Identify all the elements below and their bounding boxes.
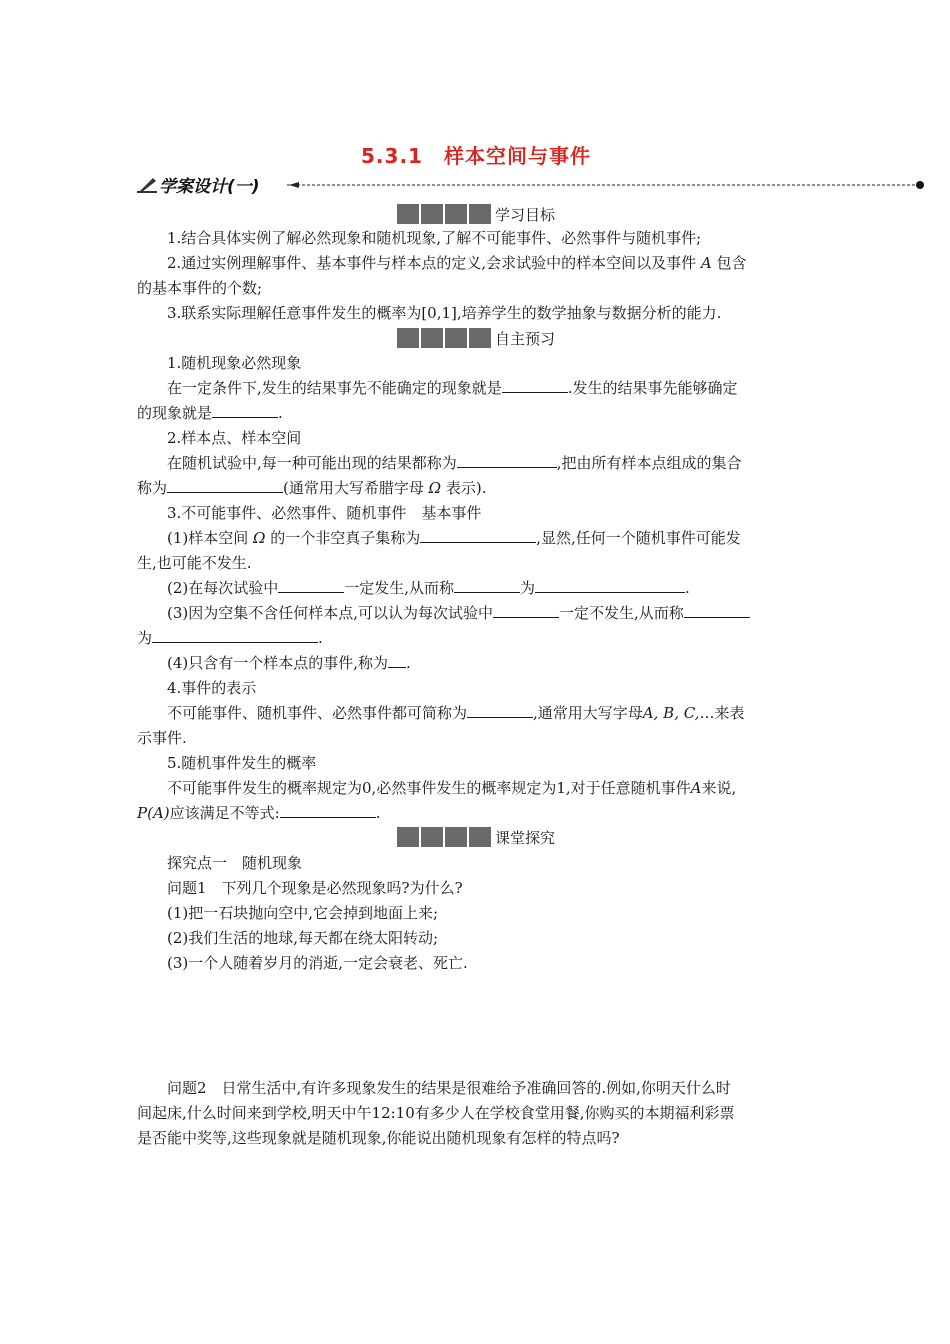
preview-para-1-cont: 的现象就是 . [137, 404, 283, 422]
answer-blank[interactable] [278, 577, 344, 593]
preview-para-3: (1)样本空间 Ω 的一个非空真子集称为 ,显然,任何一个随机事件可能发 [167, 529, 741, 547]
answer-blank[interactable] [502, 377, 568, 393]
question-2-cont: 是否能中奖等,这些现象就是随机现象,你能说出随机现象有怎样的特点吗? [137, 1129, 620, 1147]
answer-blank[interactable] [454, 577, 520, 593]
answer-blank[interactable] [212, 402, 278, 418]
preview-para-7-cont: 示事件. [137, 729, 187, 747]
preview-para-2-cont: 称为 (通常用大写希腊字母 Ω 表示). [137, 479, 487, 497]
section-blocks [397, 827, 493, 847]
preview-para-1: 在一定条件下,发生的结果事先不能确定的现象就是 .发生的结果事先能够确定 [167, 379, 738, 397]
preview-para-8-cont: P(A)应该满足不等式: . [137, 804, 381, 822]
pencil-icon [137, 174, 157, 194]
section-goals [137, 203, 815, 225]
goal-1: 1.结合具体实例了解必然现象和随机现象,了解不可能事件、必然事件与随机事件; [167, 229, 702, 247]
section-goals-label: 学习目标 [494, 205, 555, 224]
answer-blank[interactable] [388, 652, 406, 668]
answer-blank[interactable] [420, 527, 536, 543]
answer-blank[interactable] [493, 602, 559, 618]
explore-point-1: 探究点一 随机现象 [167, 854, 303, 872]
preview-para-7: 不可能事件、随机事件、必然事件都可简称为 ,通常用大写字母A, B, C,…来表 [167, 704, 745, 722]
goal-2-cont: 的基本事件的个数; [137, 279, 263, 297]
answer-blank[interactable] [457, 452, 557, 468]
question-1-item-3: (3)一个人随着岁月的消逝,一定会衰老、死亡. [167, 954, 468, 972]
dotted-arrow-line [287, 180, 927, 190]
question-1-item-1: (1)把一石块抛向空中,它会掉到地面上来; [167, 904, 439, 922]
preview-para-5-cont: 为 . [137, 629, 323, 647]
section-preview [137, 327, 815, 349]
preview-para-6: (4)只含有一个样本点的事件,称为 . [167, 654, 411, 672]
question-2-cont: 间起床,什么时间来到学校,明天中午12:10有多少人在学校食堂用餐,你购买的本期福利彩票 [137, 1104, 735, 1122]
answer-blank[interactable] [535, 577, 685, 593]
preview-para-5: (3)因为空集不含任何样本点,可以认为每次试验中 一定不发生,从而称 [137, 602, 815, 624]
answer-blank[interactable] [684, 602, 750, 618]
goal-2: 2.通过实例理解事件、基本事件与样本点的定义,会求试验中的样本空间以及事件 A 包含 [167, 254, 747, 272]
answer-blank[interactable] [152, 627, 318, 643]
preview-para-4: (2)在每次试验中 一定发生,从而称 为 . [167, 579, 690, 597]
answer-blank[interactable] [167, 477, 283, 493]
question-1-item-2: (2)我们生活的地球,每天都在绕太阳转动; [167, 929, 439, 947]
section-blocks [397, 204, 493, 224]
preview-heading-1: 1.随机现象必然现象 [167, 354, 302, 372]
section-banner [137, 172, 927, 196]
section-explore [137, 826, 815, 848]
page-title: 5.3.1 样本空间与事件 [361, 144, 591, 168]
section-explore-label: 课堂探究 [494, 828, 555, 847]
section-blocks [397, 328, 493, 348]
preview-heading-5: 5.随机事件发生的概率 [167, 754, 317, 772]
question-2: 问题2 日常生活中,有许多现象发生的结果是很难给予准确回答的.例如,你明天什么时 [167, 1079, 731, 1097]
answer-blank[interactable] [467, 702, 533, 718]
preview-para-3-cont: 生,也可能不发生. [137, 554, 252, 572]
section-preview-label: 自主预习 [494, 329, 555, 348]
preview-heading-2: 2.样本点、样本空间 [167, 429, 302, 447]
question-1: 问题1 下列几个现象是必然现象吗?为什么? [167, 879, 463, 897]
preview-para-2: 在随机试验中,每一种可能出现的结果都称为 ,把由所有样本点组成的集合 [167, 454, 742, 472]
goal-3: 3.联系实际理解任意事件发生的概率为[0,1],培养学生的数学抽象与数据分析的能力. [167, 304, 722, 322]
preview-heading-4: 4.事件的表示 [167, 679, 257, 697]
banner-label: 学案设计(一) [159, 177, 260, 197]
preview-para-8: 不可能事件发生的概率规定为0,必然事件发生的概率规定为1,对于任意随机事件A来说, [167, 779, 737, 797]
answer-blank[interactable] [280, 802, 376, 818]
preview-heading-3: 3.不可能事件、必然事件、随机事件 基本事件 [167, 504, 482, 522]
